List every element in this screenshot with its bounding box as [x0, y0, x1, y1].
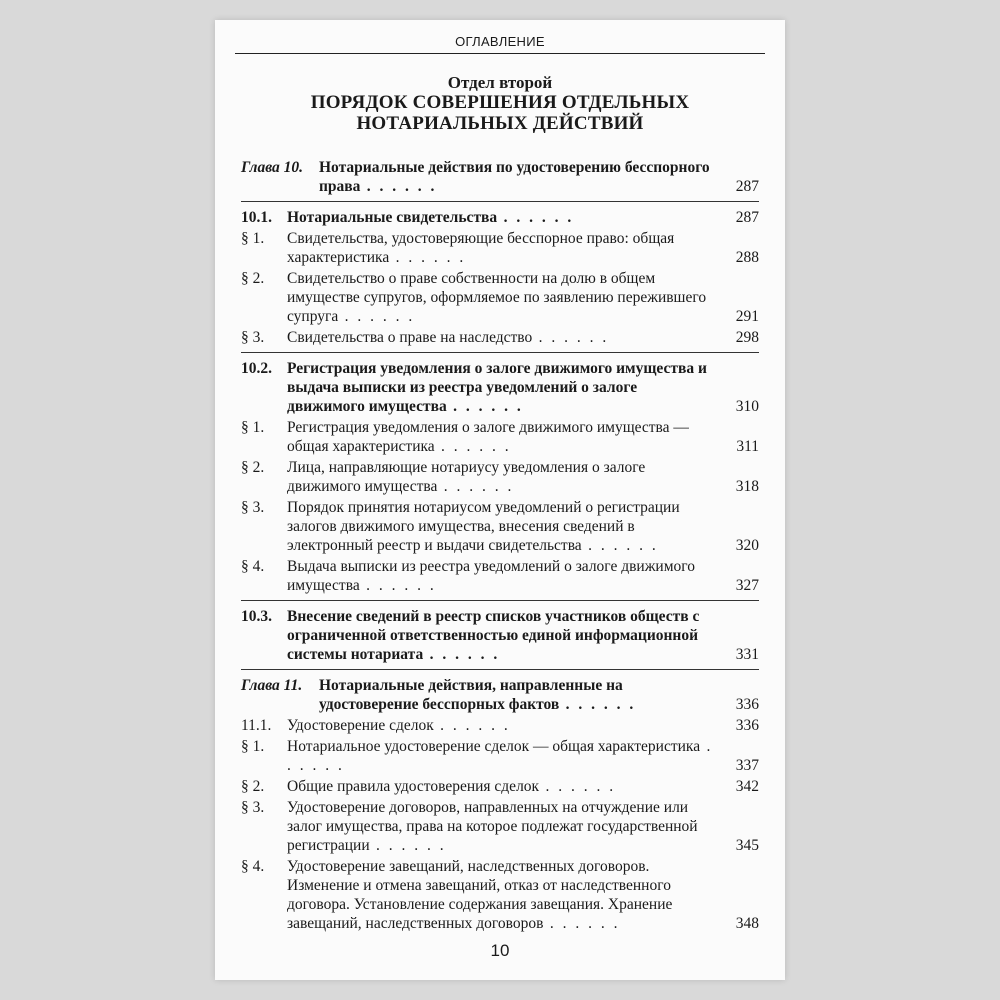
toc-entry-number: § 2. — [241, 270, 265, 287]
toc-entry-title: Удостоверение договоров, направленных на отчуждение или залог имущества, права на которое подлежат государственной регистрации . . . . . . — [287, 799, 698, 854]
toc-entry[interactable] — [241, 458, 759, 496]
dot-leader: . . . . . . — [287, 738, 713, 774]
toc-separator — [241, 669, 759, 670]
toc-entry[interactable] — [241, 676, 759, 714]
dot-leader: . . . . . . — [359, 577, 437, 594]
dot-leader: . . . . . . — [433, 717, 511, 734]
toc-separator — [241, 201, 759, 202]
section-title-line-1: ПОРЯДОК СОВЕРШЕНИЯ ОТДЕЛЬНЫХ — [310, 92, 690, 113]
toc-entry[interactable] — [241, 359, 759, 416]
dot-leader: . . . . . . — [532, 329, 609, 346]
toc-entry-number: 11.1. — [241, 717, 272, 734]
book-page — [215, 20, 785, 980]
toc-entry-page: 331 — [735, 646, 759, 663]
toc-entry-number: § 3. — [241, 499, 265, 516]
dot-leader: . . . . . . — [389, 249, 466, 266]
toc-entry-page: 337 — [735, 757, 759, 774]
toc-entry-number: § 3. — [241, 799, 265, 816]
toc-entry-title: Регистрация уведомления о залоге движимого имущества и выдача выписки из реестра уведомлений о залоге движимого имущества . . . . . . — [287, 360, 707, 415]
dot-leader: . . . . . . — [369, 837, 447, 854]
toc-entry-page: 311 — [736, 438, 759, 455]
toc-entry-number: § 2. — [241, 459, 265, 476]
toc-entry-page: 345 — [735, 837, 759, 854]
toc-entry[interactable] — [241, 857, 759, 933]
toc-entry[interactable] — [241, 498, 759, 555]
toc-entry-title: Внесение сведений в реестр списков участников обществ с ограниченной ответственностью единой информационной системы нотариата . . . . . . — [287, 608, 700, 663]
toc-entry-number: § 1. — [241, 230, 265, 247]
toc-entry-title: Свидетельства, удостоверяющие бесспорное право: общая характеристика . . . . . . — [287, 230, 675, 266]
toc-entry-page: 342 — [735, 778, 759, 795]
toc-entry-title: Свидетельство о праве собственности на долю в общем имуществе супругов, оформляемое по заявлению пережившего супруга . . . . . . — [287, 270, 707, 325]
toc-entry-number: § 4. — [241, 858, 265, 875]
dot-leader: . . . . . . — [559, 696, 636, 713]
toc-entry-page: 327 — [735, 577, 759, 594]
toc-entry-page: 298 — [735, 329, 759, 346]
toc-entry-title: Порядок принятия нотариусом уведомлений о регистрации залогов движимого имущества, внесения сведений в электронный реестр и выдачи свидетельства . . . . . . — [287, 499, 680, 554]
toc-entry-number: § 1. — [241, 738, 265, 755]
table-of-contents — [241, 158, 759, 935]
toc-entry-title: Нотариальное удостоверение сделок — общая характеристика . . . . . . — [287, 738, 713, 774]
dot-leader: . . . . . . — [581, 537, 659, 554]
toc-separator — [241, 600, 759, 601]
section-heading — [235, 73, 765, 134]
dot-leader: . . . . . . — [543, 915, 620, 932]
toc-entry-page: 288 — [735, 249, 759, 266]
toc-entry[interactable] — [241, 269, 759, 326]
section-label: Отдел второй — [447, 73, 553, 92]
toc-entry[interactable] — [241, 208, 759, 227]
toc-entry[interactable] — [241, 328, 759, 347]
toc-entry-title: Свидетельства о праве на наследство . . . . . . — [287, 329, 609, 346]
toc-entry-title: Регистрация уведомления о залоге движимого имущества — общая характеристика . . . . . . — [287, 419, 689, 455]
dot-leader: . . . . . . — [434, 438, 512, 455]
section-title-line-2: НОТАРИАЛЬНЫХ ДЕЙСТВИЙ — [356, 113, 644, 134]
dot-leader: . . . . . . — [497, 209, 574, 226]
page-number: 10 — [490, 941, 510, 960]
toc-entry[interactable] — [241, 737, 759, 775]
toc-entry-number: § 2. — [241, 778, 265, 795]
dot-leader: . . . . . . — [437, 478, 514, 495]
dot-leader: . . . . . . — [360, 178, 437, 195]
toc-entry[interactable] — [241, 557, 759, 595]
toc-entry-number: 10.1. — [241, 209, 272, 226]
toc-entry-page: 310 — [735, 398, 759, 415]
toc-entry-number: Глава 11. — [241, 677, 303, 694]
toc-entry-title: Нотариальные действия, направленные на удостоверение бесспорных фактов . . . . . . — [319, 677, 636, 713]
toc-entry-title: Лица, направляющие нотариусу уведомления о залоге движимого имущества . . . . . . — [287, 459, 646, 495]
dot-leader: . . . . . . — [446, 398, 524, 415]
toc-entry-page: 348 — [735, 915, 759, 932]
toc-entry-number: 10.3. — [241, 608, 272, 625]
toc-entry-page: 320 — [735, 537, 759, 554]
toc-entry[interactable] — [241, 716, 759, 735]
toc-entry-number: § 4. — [241, 558, 265, 575]
running-head: ОГЛАВЛЕНИЕ — [235, 34, 765, 54]
toc-entry-number: Глава 10. — [241, 159, 304, 176]
toc-entry-page: 336 — [735, 696, 759, 713]
toc-entry-title: Общие правила удостоверения сделок . . . . . . — [287, 778, 616, 795]
toc-entry-page: 318 — [735, 478, 759, 495]
toc-entry-number: 10.2. — [241, 360, 272, 377]
toc-entry-title: Удостоверение сделок . . . . . . — [287, 717, 511, 734]
toc-entry[interactable] — [241, 777, 759, 796]
toc-entry-number: § 1. — [241, 419, 265, 436]
dot-leader: . . . . . . — [423, 646, 500, 663]
toc-entry[interactable] — [241, 607, 759, 664]
toc-entry-title: Нотариальные действия по удостоверению бесспорного права . . . . . . — [319, 159, 710, 195]
toc-entry[interactable] — [241, 418, 759, 456]
dot-leader: . . . . . . — [338, 308, 415, 325]
toc-entry[interactable] — [241, 229, 759, 267]
toc-separator — [241, 352, 759, 353]
toc-entry[interactable] — [241, 158, 759, 196]
toc-entry-title: Выдача выписки из реестра уведомлений о залоге движимого имущества . . . . . . — [287, 558, 696, 594]
toc-entry[interactable] — [241, 798, 759, 855]
toc-entry-title: Нотариальные свидетельства . . . . . . — [287, 209, 574, 226]
toc-entry-page: 336 — [735, 717, 759, 734]
dot-leader: . . . . . . — [539, 778, 616, 795]
toc-entry-title: Удостоверение завещаний, наследственных договоров. Изменение и отмена завещаний, отказ от наследственного договора. Установление содержания завещания. Хранение завещаний, наследственных договоров . . . . . . — [287, 858, 673, 932]
toc-entry-page: 287 — [735, 178, 759, 195]
toc-entry-number: § 3. — [241, 329, 265, 346]
toc-entry-page: 287 — [735, 209, 759, 226]
toc-entry-page: 291 — [735, 308, 759, 325]
